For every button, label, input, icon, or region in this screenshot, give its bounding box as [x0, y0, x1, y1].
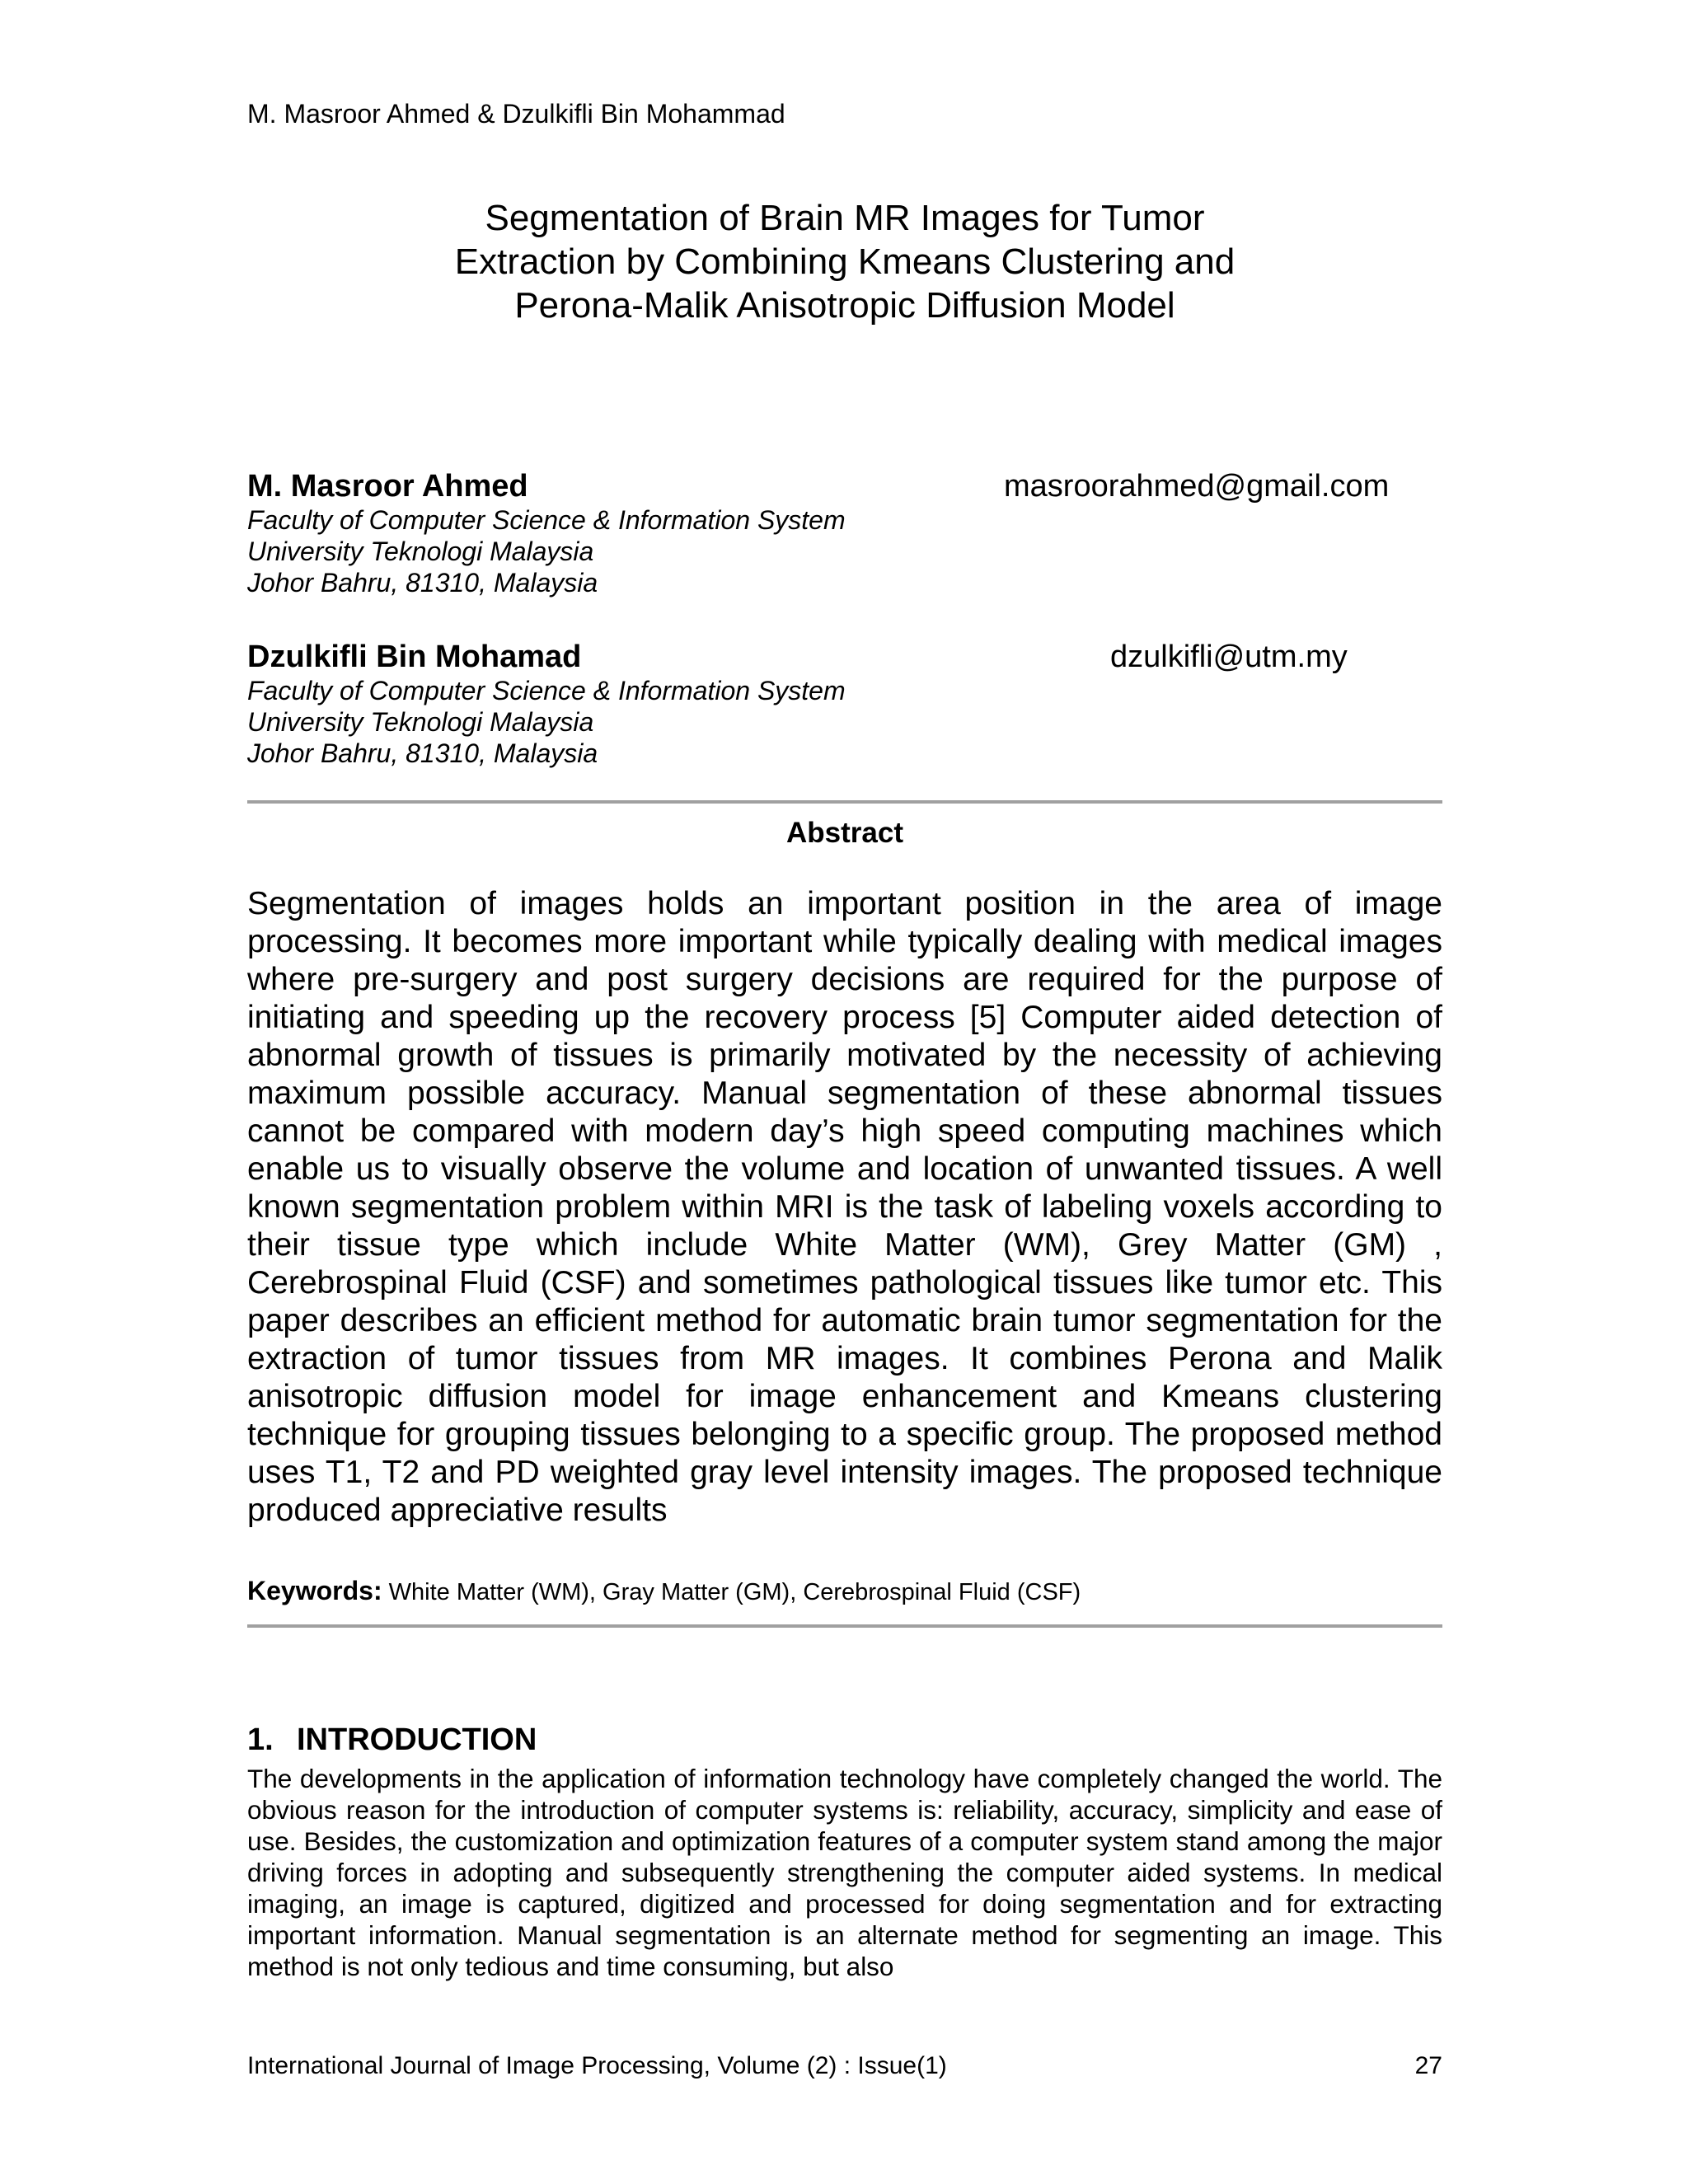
section-title: INTRODUCTION [297, 1722, 537, 1757]
section-heading [247, 1721, 537, 1759]
abstract-text: Segmentation of images holds an important position in the area of image processing. It becomes more important while typically dealing with medical images where pre-surgery and post surgery decisions are required for the purpose of initiating and speeding up the recovery process [5] Computer aided detection of abnormal growth of tissues is primarily motivated by the necessity of achieving maximum possible accuracy. Manual segmentation of these abnormal tissues cannot be compared with modern day’s high speed computing machines which enable us to visually observe the volume and location of unwanted tissues. A well known segmentation problem within MRI is the task of labeling voxels according to their tissue type which include White Matter (WM), Grey Matter (GM) , Cerebrospinal Fluid (CSF) and sometimes pathological tissues like tumor etc. This paper describes an efficient method for automatic brain tumor segmentation for the extraction of tumor tissues from MR images. It combines Perona and Malik anisotropic diffusion model for image enhancement and Kmeans clustering technique for grouping tissues belonging to a specific group. The proposed method uses T1, T2 and PD weighted gray level intensity images. The proposed technique produced appreciative results [247, 886, 1442, 1528]
section-number: 1. [247, 1722, 274, 1757]
divider-rule [247, 800, 1442, 804]
introduction-text: The developments in the application of information technology have completely changed the world. The obvious reason for the introduction of computer systems is: reliability, accuracy, simplicity and ease of use. Besides, the customization and optimization features of a computer system stand among the major driving forces in adopting and subsequently strengthening the computer aided systems. In medical imaging, an image is captured, digitized and processed for doing segmentation and for extracting important information. Manual segmentation is an alternate method for segmenting an image. This method is not only tedious and time consuming, but also [247, 1764, 1442, 1981]
paper-title [247, 196, 1442, 327]
author-affiliation-line: University Teknologi Malaysia [247, 707, 594, 737]
abstract-heading: Abstract [786, 817, 903, 849]
keywords-text: White Matter (WM), Gray Matter (GM), Cerebrospinal Fluid (CSF) [388, 1579, 1081, 1605]
running-header: M. Masroor Ahmed & Dzulkifli Bin Mohammad [247, 99, 785, 129]
author-email: dzulkifli@utm.my [1110, 640, 1348, 674]
footer-journal: International Journal of Image Processing, Volume (2) : Issue(1) [247, 2052, 947, 2079]
keywords [247, 1574, 1442, 1609]
author-affiliation-line: University Teknologi Malaysia [247, 537, 594, 566]
keywords-label: Keywords: [247, 1576, 382, 1605]
author-block-1 [247, 468, 1442, 598]
title-line: Segmentation of Brain MR Images for Tumor [485, 198, 1205, 238]
author-affiliation-line: Johor Bahru, 81310, Malaysia [247, 568, 598, 598]
page-number: 27 [1414, 2052, 1442, 2079]
author-affiliation-line: Faculty of Computer Science & Information System [247, 505, 846, 535]
author-email: masroorahmed@gmail.com [1004, 469, 1390, 504]
title-line: Perona-Malik Anisotropic Diffusion Model [514, 285, 1175, 326]
author-affiliation-line: Johor Bahru, 81310, Malaysia [247, 738, 598, 768]
author-name: Dzulkifli Bin Mohamad [247, 640, 582, 674]
divider-rule [247, 1624, 1442, 1628]
author-block-2 [247, 639, 1442, 769]
author-name: M. Masroor Ahmed [247, 469, 528, 504]
author-affiliation-line: Faculty of Computer Science & Information System [247, 676, 846, 705]
title-line: Extraction by Combining Kmeans Clustering and [454, 241, 1236, 282]
